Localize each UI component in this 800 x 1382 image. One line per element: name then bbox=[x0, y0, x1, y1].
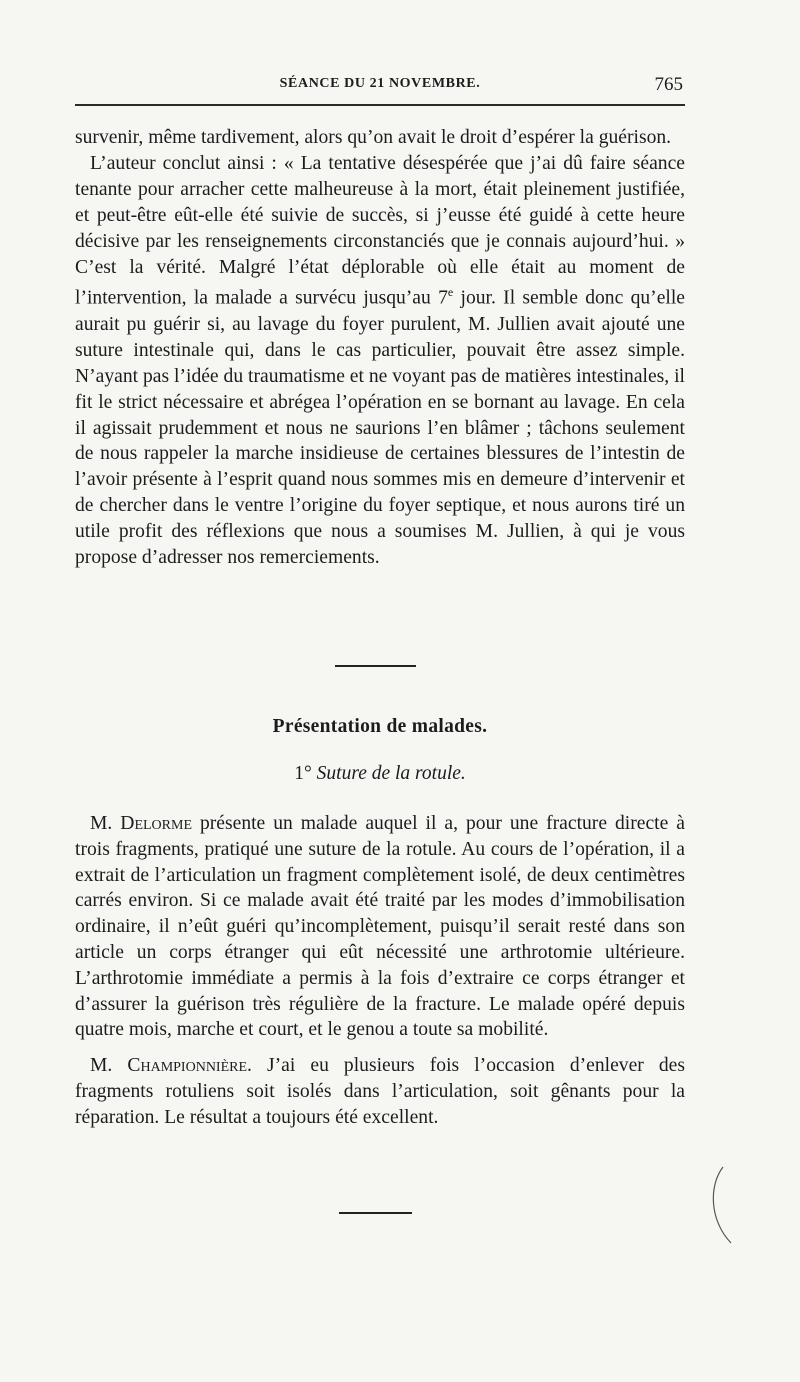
subsection-heading bbox=[75, 763, 685, 785]
page-header bbox=[75, 76, 685, 98]
section-1-text bbox=[75, 125, 685, 571]
running-title bbox=[75, 76, 685, 92]
running-title-suffix: NOVEMBRE. bbox=[384, 76, 481, 91]
paragraph-delorme bbox=[75, 811, 685, 1043]
paragraph-continuation: survenir, même tardivement, alors qu’on avait le droit d’espérer la guérison. bbox=[75, 127, 672, 148]
end-divider bbox=[339, 1212, 412, 1214]
speaker-name: Championnière bbox=[127, 1055, 248, 1077]
superscript-e: e bbox=[447, 285, 454, 300]
subsection-number: 1° bbox=[294, 763, 312, 784]
paragraph-conclusion-part-1: L’auteur conclut ainsi : « La tentative désespérée que j’ai dû faire séance tenante pour arracher cette malheureuse à la mort, était pleinement justifiée, et peut-être eût-elle été suivie de succès, si j’eusse été guidé à cette heure décisive par les renseignements circonstanciés que je connais aujourd’hui. » C’est la vérité. Malgré l’état déplorable où elle était au moment de l’intervention, la malade a survécu jusqu’au 7 bbox=[75, 152, 685, 309]
paragraph-championniere bbox=[75, 1053, 685, 1130]
paragraph-delorme-text: présente un malade auquel il a, pour une fracture directe à trois fragments, pratiqué une suture de la rotule. Au cours de l’opération, il a extrait de l’articulation un fragment complètement isolé, de deux centimètres carrés environ. Si ce malade avait été traité par les modes d’immobilisation ordinaire, il n’eût guéri qu’incomplètement, puisqu’il serait resté dans son article un corps étranger qui eût nécessité une arthrotomie ultérieure. L’arthrotomie immédiate a permis à la fois d’extraire ce corps étranger et d’assurer la guérison très régulière de la fracture. Le malade opéré depuis quatre mois, marche et court, et le genou a toute sa mobilité. bbox=[75, 813, 685, 1041]
subsection-title: Suture de la rotule. bbox=[316, 763, 466, 784]
speaker-name: Delorme bbox=[120, 813, 192, 834]
speaker-prefix: M. bbox=[90, 1055, 128, 1077]
paragraph-conclusion bbox=[75, 151, 685, 571]
running-title-prefix: SÉANCE DU bbox=[279, 76, 370, 91]
running-title-day: 21 bbox=[369, 76, 385, 91]
paragraph-championniere-text: . J’ai eu plusieurs fois l’occasion d’enlever des fragments rotuliens soit isolés dans l’articulation, soit gênants pour la réparation. Le résultat a toujours été excellent. bbox=[75, 1055, 685, 1128]
speaker-prefix: M. bbox=[90, 813, 121, 834]
page-number: 765 bbox=[654, 74, 683, 95]
header-rule bbox=[75, 104, 685, 106]
margin-bracket-mark bbox=[705, 1165, 735, 1245]
section-heading: Présentation de malades. bbox=[272, 716, 488, 737]
paragraph-conclusion-part-2: jour. Il semble donc qu’elle aurait pu guérir si, au lavage du foyer purulent, M. Jullien avait ajouté une suture intestinale qui, dans le cas particulier, pouvait être assez simple. N’ayant pas l’idée du traumatisme et ne voyant pas de matières intestinales, il fit le strict nécessaire et abrégea l’opération en se bornant au lavage. En cela il agissait prudemment et nous ne saurions l’en blâmer ; tâchons seulement de nous rappeler la marche insidieuse de certaines blessures de l’intestin de l’avoir présente à l’esprit quand nous sommes mis en demeure d’intervenir et de chercher dans le ventre l’origine du foyer septique, et nous aurons tiré un utile profit des réflexions que nous a soumises M. Jullien, à qui je vous propose d’adresser nos remerciements. bbox=[75, 287, 685, 569]
section-divider bbox=[335, 665, 416, 667]
section-2-text bbox=[75, 811, 685, 1131]
